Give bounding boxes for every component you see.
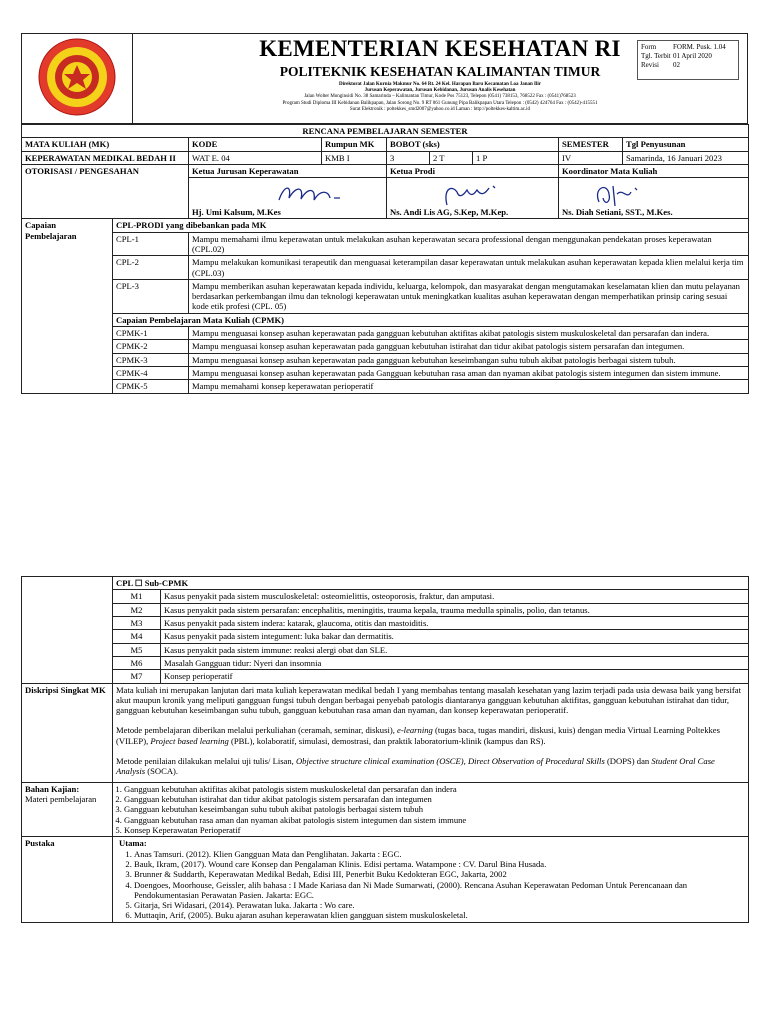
signature-jurusan: [189, 178, 387, 219]
letterhead: [21, 33, 748, 124]
sub-text: Kasus penyakit pada sistem musculoskeletal: osteomielittis, osteoporosis, fraktur, dan amputasi.: [161, 590, 749, 603]
sub-code: M5: [113, 643, 161, 656]
issue-date-key: Tgl. Terbit: [641, 52, 671, 61]
col-rumpun: Rumpun MK: [322, 138, 387, 151]
ketua-jurusan-label: Ketua Jurusan Keperawatan: [189, 164, 387, 177]
cpl-code: CPL-1: [113, 232, 189, 256]
address-line-5: Surat Elektronik : poltekkes_smd2007@yahoo.co.id Laman : http://poltekkes-kaltim.ac.id: [349, 106, 531, 112]
mk-semester: IV: [559, 151, 623, 164]
nama-koordinator: Ns. Diah Setiani, SST., M.Kes.: [562, 206, 673, 217]
cpmk-code: CPMK-1: [113, 327, 189, 340]
list-item: 3. Gangguan kebutuhan keseimbangan suhu tubuh akibat patologis berbagai sistem tubuh: [124, 804, 745, 814]
rps-table-continued: [21, 576, 749, 923]
bahan-list: [116, 784, 745, 836]
nama-ketua-jurusan: Hj. Umi Kalsum, M.Kes: [192, 206, 281, 217]
pustaka-cell: [113, 837, 749, 923]
sub-code: M7: [113, 670, 161, 683]
rps-table: [21, 124, 749, 394]
sub-text: Kasus penyakit pada sistem integument: luka bakar dan dermatitis.: [161, 630, 749, 643]
bahan-label-cell: [22, 782, 113, 837]
col-mk: MATA KULIAH (MK): [22, 138, 189, 151]
logo-cell: [22, 34, 133, 124]
capaian-label: Capaian Pembelajaran: [22, 219, 113, 393]
bahan-label: Bahan Kajian:: [25, 783, 80, 794]
deskripsi-label: Diskripsi Singkat MK: [22, 683, 113, 782]
sub-text: Kasus penyakit pada sistem indera: katarak, glaucoma, otitis dan mastoiditis.: [161, 616, 749, 629]
cpl-text: Mampu melakukan komunikasi terapeutik dan menguasai keterampilan dasar keperawatan untuk melakukan asuhan keperawatan kepada klien melalui kerja tim (CPL.03): [189, 256, 749, 280]
cpmk-text: Mampu menguasai konsep asuhan keperawatan pada gangguan kebutuhan istirahat dan tidur akibat patologis sistem persarafan dan integumen.: [189, 340, 749, 353]
list-item: 2. Gangguan kebutuhan istirahat dan tidur akibat patologis sistem persarafan dan integumen: [124, 794, 745, 804]
cpmk-text: Mampu memahami konsep keperawatan perioperatif: [189, 380, 749, 393]
cpl-code: CPL-3: [113, 279, 189, 313]
koordinator-label: Koordinator Mata Kuliah: [559, 164, 749, 177]
cpmk-text: Mampu menguasai konsep asuhan keperawatan pada gangguan kebutuhan keseimbangan suhu tubuh akibat patologis berbagai sistem tubuh.: [189, 353, 749, 366]
sub-text: Kasus penyakit pada sistem immune: reaksi alergi obat dan SLE.: [161, 643, 749, 656]
sub-text: Konsep perioperatif: [161, 670, 749, 683]
address-line-2: Jurusan Keperawatan, Jurusan Kebidanan, Jurusan Analis Kesehatan: [364, 88, 516, 94]
revision-key: Revisi: [641, 61, 659, 70]
cpmk-code: CPMK-3: [113, 353, 189, 366]
sub-cpmk-spacer: [22, 577, 113, 684]
signature-prodi: [387, 178, 559, 219]
mk-rumpun: KMB I: [322, 151, 387, 164]
cpmk-title: Capaian Pembelajaran Mata Kuliah (CPMK): [113, 313, 749, 326]
sub-code: M3: [113, 616, 161, 629]
list-item: 1. Gangguan kebutuhan aktifitas akibat patologis sistem muskuloskeletal dan persarafan dan indera: [124, 784, 745, 794]
cpmk-code: CPMK-4: [113, 367, 189, 380]
otorisasi-label: OTORISASI / PENGESAHAN: [22, 164, 189, 218]
cpl-text: Mampu memahami ilmu keperawatan untuk melakukan asuhan keperawatan secara professional dengan menggunakan pendekatan proses keperawatan (CPL.02): [189, 232, 749, 256]
cpmk-text: Mampu menguasai konsep asuhan keperawatan pada gangguan kebutuhan aktifitas akibat patologis sistem muskuloskeletal dan persarafan dan indera.: [189, 327, 749, 340]
mk-tgl: Samarinda, 16 Januari 2023: [623, 151, 749, 164]
mk-code: WAT E. 04: [189, 151, 322, 164]
form-info-box: [637, 40, 739, 80]
deskripsi-paragraph-2: Metode pembelajaran diberikan melalui perkuliahan (ceramah, seminar, diskusi), e-learning (tugas baca, tugas mandiri, diskusi, kuis) dengan media Virtual Learning Poltekkes (VILEP), Project based learning (PBL), kolaboratif, simulasi, demostrasi, dan praktik laboratorium-klinik (kampus dan RS).: [116, 725, 720, 746]
list-item: 2. Bauk, Ikram, (2017). Wound care Konsep dan Pengalaman Klinis. Edisi pertama. Watampone : CV. Darul Bina Husada.: [134, 859, 745, 869]
col-bobot: BOBOT (sks): [387, 138, 559, 151]
cpl-title: CPL-PRODI yang dibebankan pada MK: [113, 219, 749, 232]
mk-praktik: 1 P: [473, 151, 559, 164]
materi-label: Materi pembelajaran: [25, 794, 97, 804]
cpmk-code: CPMK-2: [113, 340, 189, 353]
form-key: Form: [641, 43, 657, 51]
list-item: 6. Muttaqin, Arif, (2005). Buku ajaran asuhan keperawatan klien gangguan sistem muskuloskeletal.: [134, 910, 745, 920]
deskripsi-paragraph-3: Metode penilaian dilakukan melalui uji tulis/ Lisan, Objective structure clinical examination (OSCE), Direct Observation of Procedural Skills (DOPS) dan Student Oral Case Analysis (SOCA).: [116, 756, 715, 777]
sub-text: Kasus penyakit pada sistem persarafan: encephalitis, meningitis, trauma kepala, trauma medulla spinalis, polio, dan tetanus.: [161, 603, 749, 616]
cpmk-text: Mampu menguasai konsep asuhan keperawatan pada Gangguan kebutuhan rasa aman dan nyaman akibat patologis sistem integumen dan sistem immune.: [189, 367, 749, 380]
sub-code: M4: [113, 630, 161, 643]
signature-koordinator: [559, 178, 749, 219]
pustaka-label: Pustaka: [22, 837, 113, 923]
pustaka-utama-label: Utama:: [119, 838, 147, 849]
school-title: POLITEKNIK KESEHATAN KALIMANTAN TIMUR: [279, 63, 601, 79]
address-line-3: Jalan Wolter Monginsidi No. 38 Samarinda – Kalimantan Timur, Kode Pos 75123, Telepon (0541) 738153, 768522 Fax : (0541)768523: [304, 94, 576, 100]
sub-code: M2: [113, 603, 161, 616]
list-item: 1. Anas Tamsuri. (2012). Klien Gangguan Mata dan Penglihatan. Jakarta : EGC.: [134, 849, 745, 859]
poltekkes-logo: [34, 36, 120, 118]
signature-koordinator-image: [587, 180, 657, 210]
address-line-4: Program Studi Diploma III Kebidanan Balikpapan, Jalan Sorong No. 9 RT 061 Gunung Pipa Balikpapan Utara Telepon : (0542) 424764 Fax : (0542)-415551: [282, 100, 598, 106]
cpmk-code: CPMK-5: [113, 380, 189, 393]
list-item: 4. Doengoes, Moorhouse, Geissler, alih bahasa : I Made Kariasa dan Ni Made Sumarwati, (2000). Rencana Asuhan Keperawatan Pedoman Untuk Perencanaan dan Pendokumentasian Perawatan Pasien. Jakarta: EGC.: [134, 880, 745, 901]
address-line-1: Direktorat Jalan Kurnia Makmur No. 64 Rt. 24 Kel. Harapan Baru Kecamatan Loa Janan Ilir: [339, 81, 541, 87]
form-value: FORM. Pusk. 1.04: [673, 43, 726, 51]
list-item: 4. Gangguan kebutuhan rasa aman dan nyaman akibat patologis sistem integumen dan sistem immune: [124, 815, 745, 825]
col-kode: KODE: [189, 138, 322, 151]
cpl-text: Mampu memberikan asuhan keperawatan kepada individu, keluarga, kelompok, dan masyarakat dengan mengutamakan keselamatan klien dan mutu pelayanan berdasarkan perkembangan ilmu dan teknologi keperawatan untuk meningkatkan kualitas asuhan keperawatan dengan memperhatikan prinsip caring sesuai kode etik profesi (CPL. 05): [189, 279, 749, 313]
mk-name: KEPERAWATAN MEDIKAL BEDAH II: [22, 151, 189, 164]
col-tgl: Tgl Penyusunan: [623, 138, 749, 151]
list-item: 3. Brunner & Suddarth, Keperawatan Medikal Bedah, Edisi III, Penerbit Buku Kedokteran EGC, Jakarta, 2002: [134, 869, 745, 879]
mk-teori: 2 T: [430, 151, 473, 164]
sub-cpmk-title: CPL ☐ Sub-CPMK: [113, 577, 749, 590]
cpl-code: CPL-2: [113, 256, 189, 280]
pustaka-list: [116, 849, 745, 921]
sub-code: M6: [113, 656, 161, 669]
signature-prodi-image: [437, 180, 517, 210]
sub-code: M1: [113, 590, 161, 603]
list-item: 5. Konsep Keperawatan Perioperatif: [124, 825, 745, 835]
mk-sks: 3: [387, 151, 430, 164]
deskripsi-paragraph-1: Mata kuliah ini merupakan lanjutan dari mata kuliah keperawatan medikal bedah I yang membahas tentang masalah kesehatan yang lazim terjadi pada usia dewasa baik yang bersifat akut maupun kronik yang meliputi gangguan fungsi tubuh dengan berbagai penyebab patologis diantaranya gangguan kebutuhan aktifitas, gangguan kebutuhan istirahat dan tidur, gangguan kebutuhan keseimbangan suhu tubuh, gangguan kebutuhan rasa aman dan nyaman, dan konsep keperawatan perioperatif.: [116, 684, 741, 716]
letterhead-text-cell: [133, 34, 748, 124]
ketua-prodi-label: Ketua Prodi: [387, 164, 559, 177]
sub-text: Masalah Gangguan tidur: Nyeri dan insomnia: [161, 656, 749, 669]
deskripsi-content: [113, 683, 749, 782]
signature-jurusan-image: [274, 180, 354, 208]
list-item: 5. Gitarja, Sri Widasari, (2014). Perawatan luka. Jakarta : Wo care.: [134, 900, 745, 910]
nama-ketua-prodi: Ns. Andi Lis AG, S.Kep, M.Kep.: [390, 206, 509, 217]
ministry-title: KEMENTERIAN KESEHATAN RI: [259, 36, 621, 61]
revision-value: 02: [673, 61, 680, 70]
rps-title: RENCANA PEMBELAJARAN SEMESTER: [22, 125, 749, 138]
bahan-list-cell: [113, 782, 749, 837]
issue-date-value: 01 April 2020: [673, 52, 712, 61]
col-semester: SEMESTER: [559, 138, 623, 151]
